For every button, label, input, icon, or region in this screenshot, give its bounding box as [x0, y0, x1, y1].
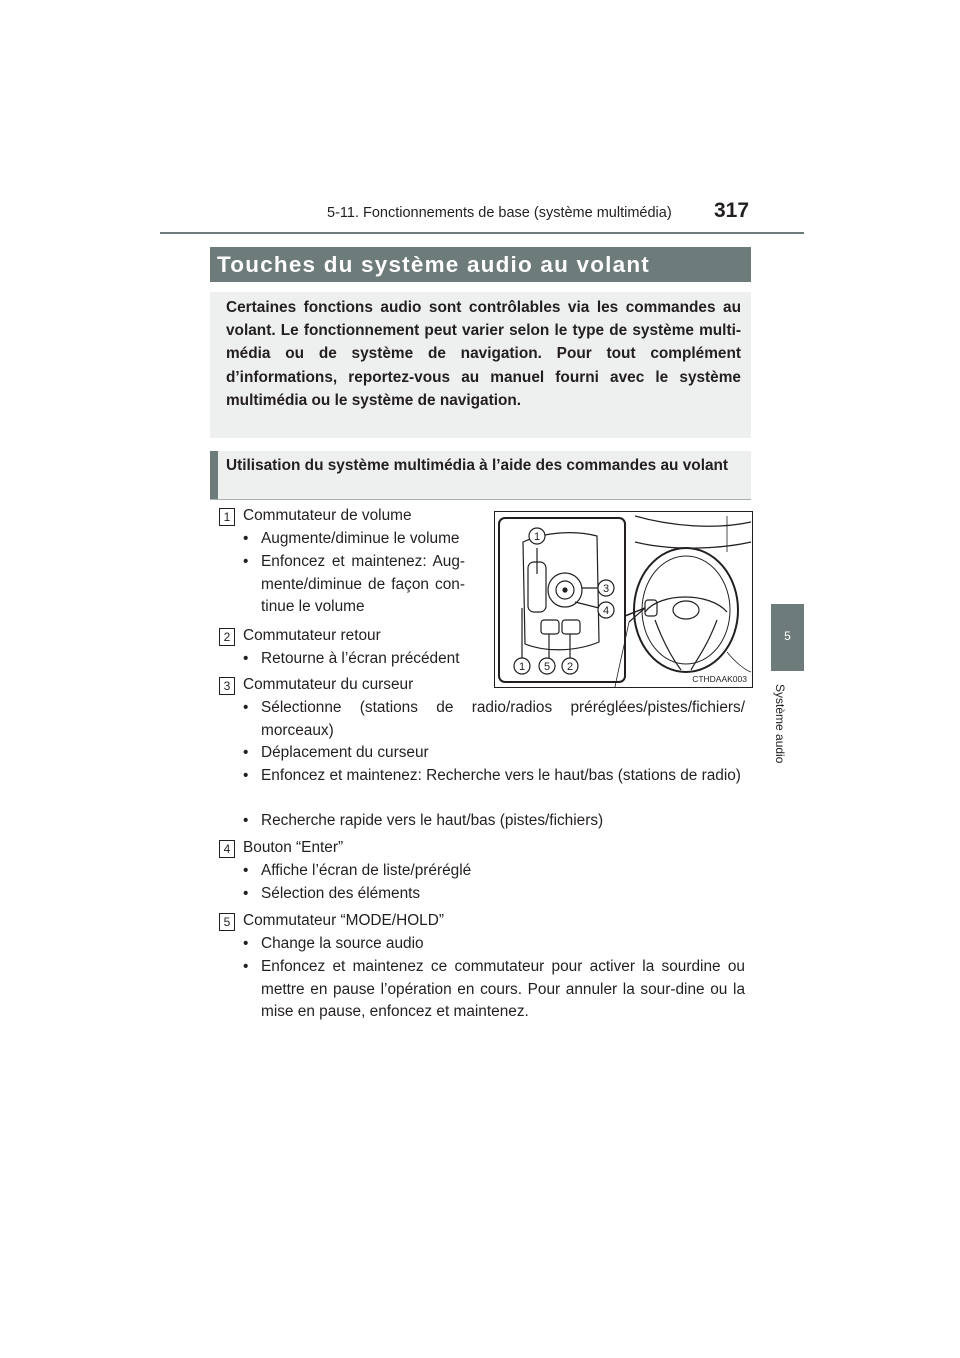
bullet-text: Retourne à l’écran précédent: [261, 650, 460, 667]
list-item: [243, 528, 465, 551]
subheading-rule: [210, 499, 751, 500]
bullet-text: Change la source audio: [261, 935, 424, 952]
list-item: [243, 933, 745, 956]
bullet-text: Enfoncez et maintenez: Recherche vers le haut/bas (stations de radio): [261, 767, 741, 784]
item-number-1: 1: [219, 508, 235, 526]
list-item: [243, 956, 745, 1024]
list-item: [243, 551, 465, 619]
subheading: Utilisation du système multimédia à l’aide des commandes au volant: [226, 457, 729, 474]
page-number: 317: [714, 199, 750, 222]
running-header-section: 5-11. Fonctionnements de base (système multimédia): [327, 205, 672, 221]
bullet-glyph: •: [243, 553, 249, 570]
figure-code: CTHDAAK003: [692, 674, 747, 684]
callout-label: 1: [518, 661, 526, 673]
steering-wheel-illustration: [495, 512, 752, 687]
item-number-3: 3: [219, 677, 235, 695]
bullet-text: Augmente/diminue le volume: [261, 530, 460, 547]
list-item: [243, 742, 745, 765]
bullet-glyph: •: [243, 744, 249, 761]
callout-label: 3: [602, 583, 610, 595]
bullet-text: Déplacement du curseur: [261, 744, 429, 761]
intro-text: Certaines fonctions audio sont contrôlables via les commandes au volant. Le fonctionnement peut varier selon le type de système multi-média ou de système de navigation. Pour tout complément d’informations, reportez-vous au manuel fourni avec le système multimédia ou le système de navigation.: [226, 299, 741, 409]
bullet-text: Sélectionne (stations de radio/radios préréglées/pistes/fichiers/ morceaux): [261, 699, 745, 739]
bullet-glyph: •: [243, 935, 249, 952]
bullet-text: Enfoncez et maintenez ce commutateur pour activer la sourdine ou mettre en pause l’opération en cours. Pour annuler la sour-dine ou la mise en pause, enfoncez et maintenez.: [261, 958, 745, 1021]
bullet-glyph: •: [243, 862, 249, 879]
callout-label: 2: [566, 661, 574, 673]
item-title-4: Bouton “Enter”: [243, 839, 344, 856]
callout-label: 5: [543, 661, 551, 673]
callout-label: 4: [602, 605, 610, 617]
bullet-glyph: •: [243, 699, 249, 716]
item-number-5: 5: [219, 913, 235, 931]
list-item: [243, 883, 745, 906]
subheading-accent: [210, 451, 218, 499]
bullet-text: Enfoncez et maintenez: Aug-mente/diminue de façon con-tinue le volume: [261, 553, 465, 616]
item-number-2: 2: [219, 628, 235, 646]
callout-label: 1: [533, 531, 541, 543]
bullet-text: Affiche l’écran de liste/préréglé: [261, 862, 472, 879]
list-item: [243, 810, 745, 833]
page-title: Touches du système audio au volant: [217, 252, 650, 277]
bullet-glyph: •: [243, 650, 249, 667]
item-number-4: 4: [219, 840, 235, 858]
item-title-1: Commutateur de volume: [243, 507, 412, 524]
bullet-glyph: •: [243, 958, 249, 975]
bullet-glyph: •: [243, 530, 249, 547]
bullet-text: Recherche rapide vers le haut/bas (pistes/fichiers): [261, 812, 604, 829]
list-item: [243, 860, 745, 883]
header-rule: [160, 232, 804, 234]
list-item: [243, 697, 745, 742]
item-title-3: Commutateur du curseur: [243, 676, 414, 693]
list-item: [243, 765, 745, 788]
item-title-2: Commutateur retour: [243, 627, 381, 644]
bullet-text: Sélection des éléments: [261, 885, 421, 902]
bullet-glyph: •: [243, 812, 249, 829]
bullet-glyph: •: [243, 885, 249, 902]
list-item: [243, 648, 493, 671]
steering-wheel-figure: [494, 511, 753, 688]
item-title-5: Commutateur “MODE/HOLD”: [243, 912, 444, 929]
chapter-label: Système audio: [773, 684, 787, 764]
bullet-glyph: •: [243, 767, 249, 784]
chapter-number: 5: [784, 629, 791, 643]
